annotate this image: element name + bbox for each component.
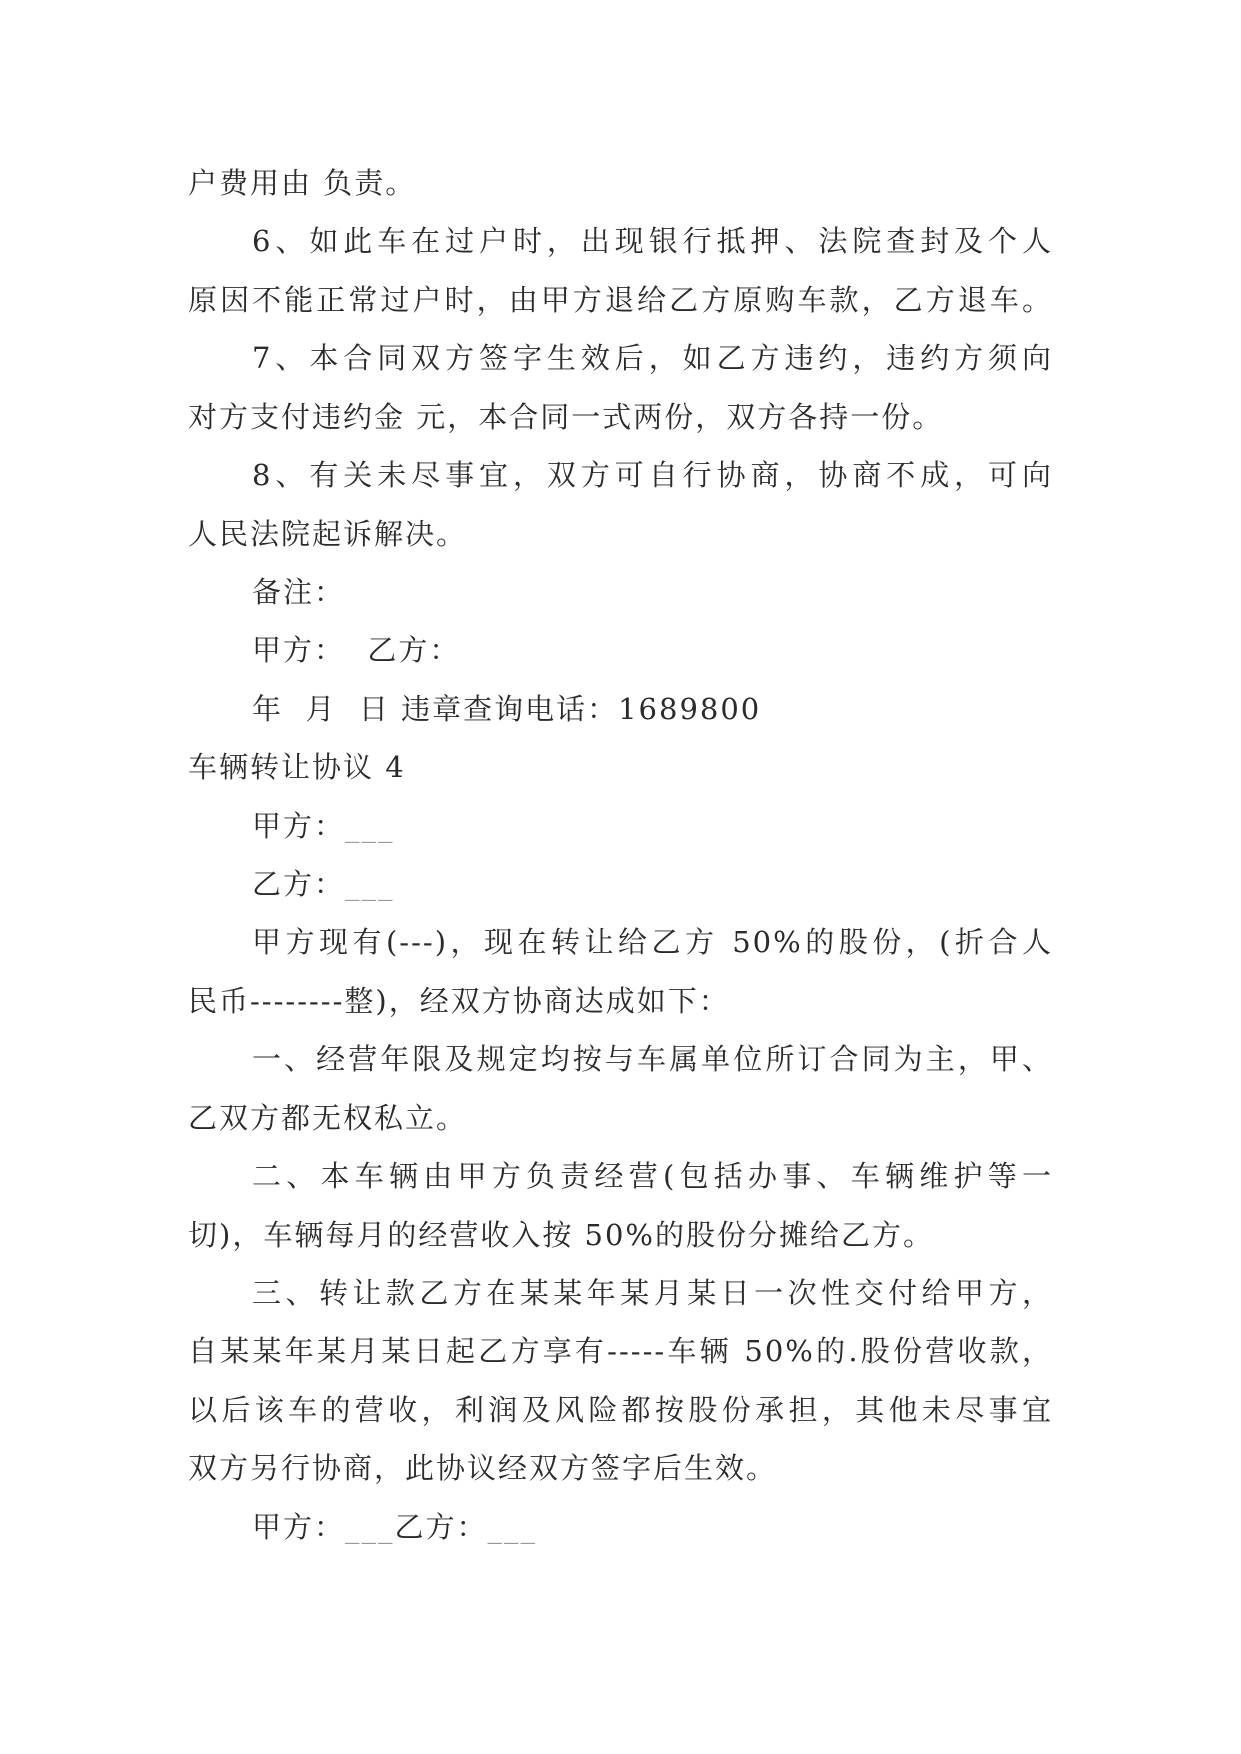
- document-body: [188, 154, 1053, 1556]
- clause-3-line-3: 以后该车的营收，利润及风险都按股份承担，其他未尽事宜: [188, 1392, 1053, 1427]
- party-b-label: 乙方：: [252, 867, 346, 902]
- clause-7-line-2: 对方支付违约金 元，本合同一式两份，双方各持一份。: [188, 399, 944, 434]
- clause-8-line-1: 8、有关未尽事宜，双方可自行协商，协商不成，可向: [252, 458, 1053, 493]
- clause-8-line-2: 人民法院起诉解决。: [188, 516, 468, 551]
- signature-line: 甲方： 乙方：: [252, 633, 461, 668]
- clause-1-line-2: 乙双方都无权私立。: [188, 1100, 468, 1135]
- clause-3-line-1: 三、转让款乙方在某某年某月某日一次性交付给甲方，: [252, 1276, 1053, 1311]
- clause-6-line-2: 原因不能正常过户时，由甲方退给乙方原购车款，乙方退车。: [188, 282, 1053, 317]
- final-signature-line: [188, 1498, 1053, 1556]
- intro-line-1: 甲方现有(---)，现在转让给乙方 50%的股份，(折合人: [252, 925, 1053, 960]
- remarks-label: 备注：: [252, 574, 346, 609]
- party-b-line: [188, 855, 1053, 913]
- clause-2-line-1: 二、本车辆由甲方负责经营(包括办事、车辆维护等一: [252, 1159, 1053, 1194]
- clause-1-line-1: 一、经营年限及规定均按与车属单位所订合同为主，甲、: [252, 1042, 1053, 1077]
- clause-5-tail: 户费用由 负责。: [188, 166, 417, 200]
- final-party-b-label: 乙方：: [394, 1509, 488, 1544]
- final-party-b-blank: ___: [487, 1509, 538, 1544]
- intro-line-2: 民币--------整)，经双方协商达成如下：: [188, 983, 730, 1018]
- clause-3-line-2: 自某某年某月某日起乙方享有-----车辆 50%的.股份营收款，: [188, 1334, 1053, 1369]
- party-a-blank: ___: [345, 808, 395, 843]
- clause-6-line-1: 6、如此车在过户时，出现银行抵押、法院查封及个人: [252, 224, 1053, 259]
- party-a-line: [188, 797, 1053, 855]
- final-party-a-label: 甲方：: [252, 1509, 346, 1544]
- date-and-phone-line: 年 月 日 违章查询电话：1689800: [252, 691, 762, 726]
- party-b-blank: ___: [345, 867, 395, 902]
- party-a-label: 甲方：: [252, 808, 346, 843]
- final-party-a-blank: ___: [345, 1509, 395, 1544]
- clause-3-line-4: 双方另行协商，此协议经双方签字后生效。: [188, 1451, 778, 1486]
- clause-2-line-2: 切)，车辆每月的经营收入按 50%的股份分摊给乙方。: [188, 1217, 934, 1252]
- clause-7-line-1: 7、本合同双方签字生效后，如乙方违约，违约方须向: [252, 341, 1053, 376]
- agreement-title: 车辆转让协议 4: [188, 750, 406, 785]
